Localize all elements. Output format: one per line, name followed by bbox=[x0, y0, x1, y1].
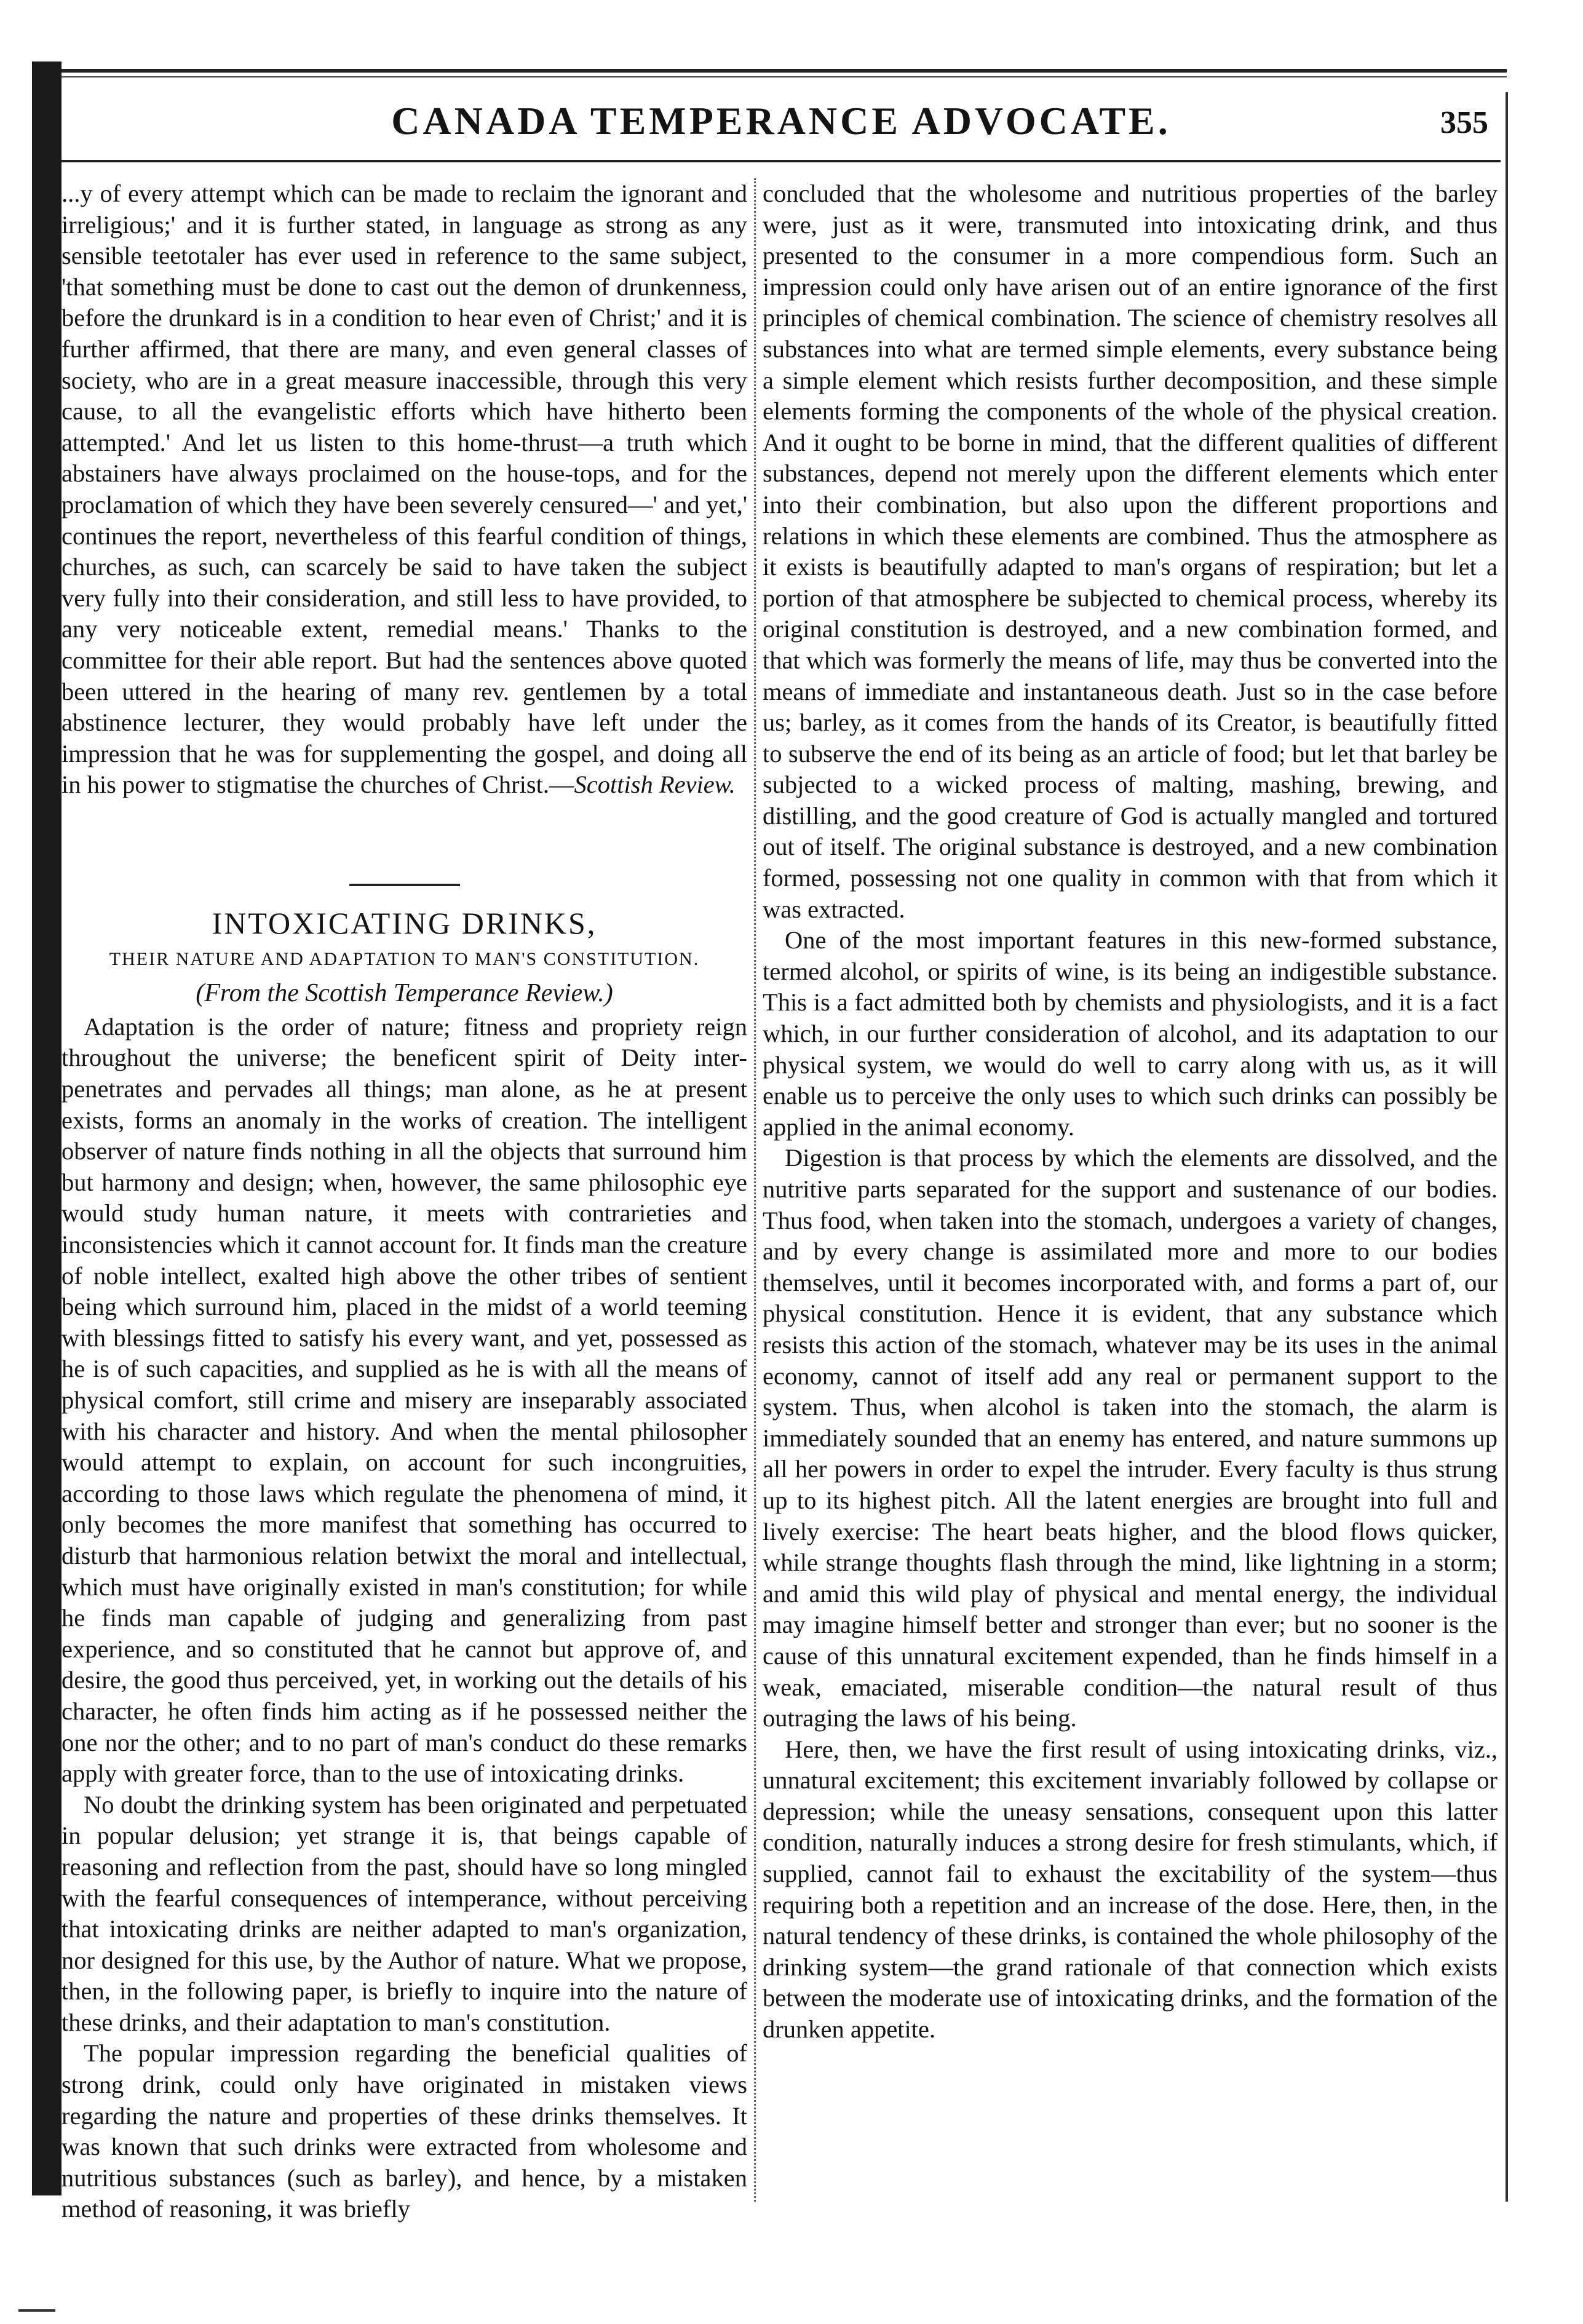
page-number: 355 bbox=[1440, 105, 1488, 140]
paragraph: No doubt the drinking system has been originated and perpetuated in popular delusion; yet strange it is, that beings capable of reasoning and reflection from the past, should have so long mingled with the fearful consequences of intemperance, without perceiving that intoxicating drinks are neither adapted to man's organization, nor designed for this use, by the Author of nature. What we propose, then, in the following paper, is briefly to inquire into the nature of these drinks, and their adaptation to man's constitution. bbox=[61, 1790, 747, 2036]
top-rule bbox=[61, 69, 1507, 73]
right-border-rule bbox=[1506, 92, 1508, 2202]
section-divider-rule bbox=[349, 884, 460, 886]
article-subtitle: THEIR NATURE AND ADAPTATION TO MAN'S CONSTITUTION. bbox=[109, 948, 700, 969]
paragraph: concluded that the wholesome and nutritious properties of the barley were, just as it were, transmuted into intoxicating drink, and thus presented to the consumer in a more compendious form. Such an impression could only have arisen out of an entire ignorance of the first principles of chemical combination. The science of chemistry resolves all substances into what are termed simple elements, every substance being a simple element which resists further decomposition, and these simple elements forming the components of the whole of the physical creation. And it ought to be borne in mind, that the different qualities of different substances, depend not merely upon the different elements which enter into their combination, but also upon the different proportions and relations in which these elements are combined. Thus the atmosphere as it exists is beautifully adapted to man's organs of respiration; but let a portion of that atmosphere be subjected to chemical process, whereby its original constitution is destroyed, and a new combination formed, and that which was formerly the means of life, may thus be converted into the means of immediate and instantaneous death. Just so in the case before us; barley, as it comes from the hands of its Creator, is beautifully fitted to subserve the end of its being as an article of food; but let that barley be subjected to a wicked process of malting, mashing, brewing, and distilling, and the good creature of God is actually mangled and tortured out of itself. The original substance is destroyed, and a new combination formed, possessing not one quality in common with that from which it was extracted. bbox=[763, 180, 1498, 923]
section-gap bbox=[61, 801, 747, 884]
paragraph: Digestion is that process by which the elements are dissolved, and the nutritive parts separated for the support and sustenance of our bodies. Thus food, when taken into the stomach, undergoes a variety of changes, and by every change is assimilated more and more to our bodies themselves, until it becomes incorporated with, and forms a part of, our physical constitution. Hence it is evident, that any substance which resists this action of the stomach, whatever may be its uses in the animal economy, cannot of itself add any real or permanent support to the system. Thus, when alcohol is taken into the stomach, the alarm is immediately sounded that an enemy has entered, and nature summons up all her powers in order to expel the intruder. Every faculty is thus strung up to its highest pitch. All the latent energies are brought into full and lively exercise: The heart beats higher, and the blood flows quicker, while strange thoughts flash through the mind, like lightning in a storm; and amid this wild play of physical and mental energy, the individual may imagine himself better and stronger than ever; but no sooner is the cause of this unnatural excitement expended, than he finds himself in a weak, emaciated, miserable condition—the natural result of thus outraging the laws of his being. bbox=[763, 1144, 1498, 1732]
bottom-margin-mark bbox=[18, 2309, 55, 2312]
paragraph: One of the most important features in this new-formed substance, termed alcohol, or spirits of wine, is its being an indigestible substance. This is a fact admitted both by chemists and physiologists, and it is a fact which, in our further consideration of alcohol, and its adaptation to our physical system, we would do well to carry along with us, as it will enable us to perceive the only uses to which such drinks can possibly be applied in the animal economy. bbox=[763, 926, 1498, 1141]
continued-source: Scottish Review. bbox=[574, 771, 736, 799]
article-title: INTOXICATING DRINKS, bbox=[212, 905, 597, 940]
paragraph: Adaptation is the order of nature; fitness and propriety reign throughout the universe; the beneficent spirit of Deity inter-penetrates and pervades all things; man alone, as he at present exists, forms an anomaly in the works of creation. The intelligent observer of nature finds nothing in all the objects that surround him but harmony and design; when, however, the same philosophic eye would study human nature, it meets with contrarieties and inconsistencies which it cannot account for. It finds man the creature of noble intellect, exalted high above the other tribes of sentient being which surround him, placed in the midst of a world teeming with blessings fitted to satisfy his every want, and yet, possessed as he is of such capacities, and supplied as he is with all the means of physical comfort, still crime and misery are inseparably associated with his character and history. And when the mental philosopher would attempt to explain, on account for such incongruities, according to those laws which regulate the phenomena of mind, it only becomes the more manifest that something has occurred to disturb that harmonious relation betwixt the moral and intellectual, which must have originally existed in man's constitution; for while he finds man capable of judging and generalizing from past experience, and so constituted that he cannot but approve of, and desire, the good thus perceived, yet, in working out the details of his character, he often finds him acting as if he possessed neither the one nor the other; and to no part of man's conduct do these remarks apply with greater force, than to the use of intoxicating drinks. bbox=[61, 1012, 747, 1788]
right-column bbox=[763, 178, 1498, 2202]
column-divider bbox=[754, 178, 756, 2202]
paragraph: Here, then, we have the first result of using intoxicating drinks, viz., unnatural excitement; this excitement invariably followed by collapse or depression; while the uneasy sensations, consequent upon this latter condition, naturally induces a strong desire for fresh stimulants, which, if supplied, cannot fail to exhaust the excitability of the system—thus requiring both a repetition and an increase of the dose. Here, then, in the natural tendency of these drinks, is contained the whole philosophy of the drinking system—the grand rationale of that connection which exists between the moderate use of intoxicating drinks, and the formation of the drunken appetite. bbox=[763, 1735, 1498, 2044]
paragraph: The popular impression regarding the beneficial qualities of strong drink, could only have originated in mistaken views regarding the nature and properties of these drinks themselves. It was known that such drinks were extracted from wholesome and nutritious substances (such as barley), and hence, by a mistaken method of reasoning, it was briefly bbox=[61, 2039, 747, 2223]
top-rule-thin bbox=[61, 76, 1507, 77]
journal-title: CANADA TEMPERANCE ADVOCATE. bbox=[391, 99, 1171, 143]
binding-shadow bbox=[32, 61, 61, 2195]
left-column bbox=[61, 178, 747, 2223]
article-source: (From the Scottish Temperance Review.) bbox=[196, 978, 613, 1007]
continued-text: ...y of every attempt which can be made to reclaim the ignorant and irreligious;' and it is further stated, in language as strong as any sensible teetotaler has ever used in reference to the same subject, 'that something must be done to cast out the demon of drunkenness, before the drunkard is in a condition to hear even of Christ;' and it is further affirmed, that there are many, and even general classes of society, who are in a great measure inaccessible, through this very cause, to all the evangelistic efforts which have hitherto been attempted.' And let us listen to this home-thrust—a truth which abstainers have always proclaimed on the house-tops, and for the proclamation of which they have been severely censured—' and yet,' continues the report, nevertheless of this fearful condition of things, churches, as such, can scarcely be said to have taken the subject very fully into their consideration, and still less to have provided, to any very noticeable extent, remedial means.' Thanks to the committee for their able report. But had the sentences above quoted been uttered in the hearing of many rev. gentlemen by a total abstinence lecturer, they would probably have left under the impression that he was for supplementing the gospel, and doing all in his power to stigmatise the churches of Christ.— bbox=[61, 180, 747, 799]
running-head bbox=[61, 92, 1501, 162]
continued-paragraph bbox=[61, 178, 747, 801]
